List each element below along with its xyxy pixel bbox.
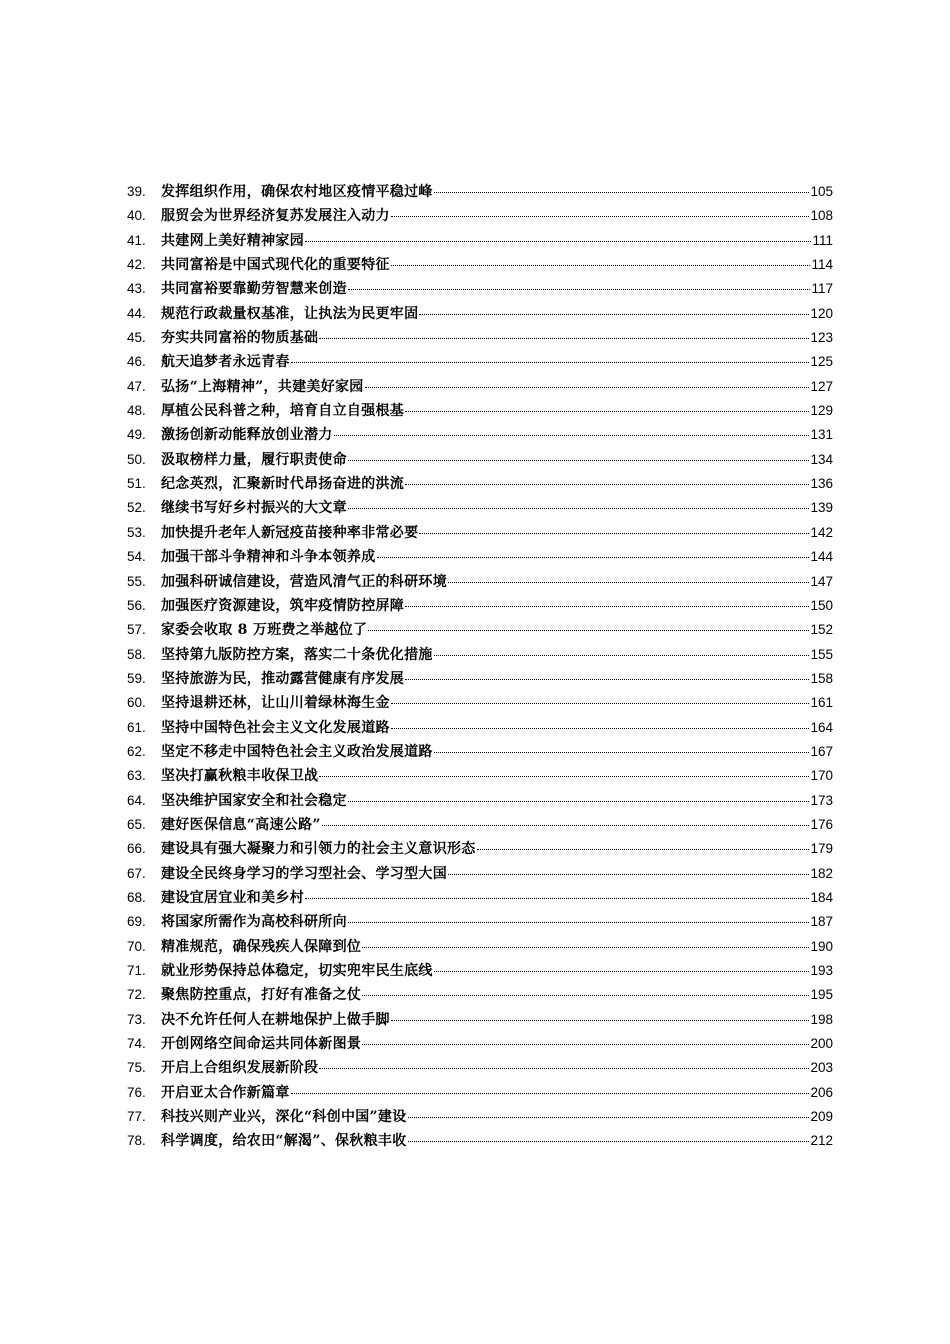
toc-entry[interactable] — [127, 813, 833, 837]
toc-entry-title[interactable]: 共同富裕要靠勤劳智慧来创造 — [161, 281, 347, 298]
toc-dot-leader — [319, 1068, 809, 1069]
toc-entry[interactable] — [127, 691, 833, 715]
toc-entry-title[interactable]: 加强医疗资源建设，筑牢疫情防控屏障 — [161, 597, 405, 614]
toc-entry-page-number[interactable]: 176 — [810, 816, 833, 832]
toc-entry-page-number[interactable]: 203 — [810, 1060, 833, 1076]
toc-entry-title[interactable]: 厚植公民科普之种，培育自立自强根基 — [161, 403, 405, 420]
toc-entry-page-number[interactable]: 209 — [810, 1109, 833, 1125]
toc-dot-leader — [348, 801, 810, 802]
toc-dot-leader — [434, 752, 810, 753]
toc-entry[interactable] — [127, 935, 833, 959]
toc-entry-page-number[interactable]: 136 — [810, 476, 833, 492]
toc-entry-page-number[interactable]: 152 — [810, 622, 833, 638]
toc-entry-title[interactable]: 开启亚太合作新篇章 — [161, 1084, 290, 1101]
toc-entry[interactable] — [127, 521, 833, 545]
toc-entry[interactable] — [127, 789, 833, 813]
toc-entry-number: 46. — [127, 354, 146, 370]
toc-entry-number: 41. — [127, 232, 146, 248]
toc-entry[interactable] — [127, 643, 833, 667]
toc-entry-title[interactable]: 共同富裕是中国式现代化的重要特征 — [161, 257, 390, 274]
toc-entry-title[interactable]: 坚定不移走中国特色社会主义政治发展道路 — [161, 743, 433, 760]
toc-entry-number: 67. — [127, 865, 146, 881]
toc-dot-leader — [391, 703, 810, 704]
toc-entry-number: 60. — [127, 695, 146, 711]
toc-dot-leader — [391, 728, 810, 729]
toc-dot-leader — [348, 508, 810, 509]
toc-entry[interactable] — [127, 740, 833, 764]
toc-entry-number: 71. — [127, 963, 146, 978]
toc-entry-page-number[interactable]: 161 — [810, 695, 833, 711]
toc-entry-page-number[interactable]: 120 — [810, 305, 833, 321]
toc-entry-title[interactable]: 服贸会为世界经济复苏发展注入动力 — [161, 208, 390, 225]
table-of-contents — [127, 180, 833, 1154]
toc-entry[interactable] — [127, 837, 833, 861]
toc-entry-number: 44. — [127, 305, 146, 321]
toc-entry[interactable] — [127, 886, 833, 910]
toc-dot-leader — [362, 1044, 809, 1045]
toc-entry-number: 72. — [127, 987, 146, 1003]
toc-dot-leader — [291, 1093, 810, 1094]
toc-entry[interactable] — [127, 959, 833, 983]
toc-entry-number: 54. — [127, 549, 146, 565]
toc-entry-title[interactable]: 决不允许任何人在耕地保护上做手脚 — [161, 1011, 390, 1028]
toc-entry[interactable] — [127, 302, 833, 326]
toc-entry-number: 51. — [127, 476, 146, 492]
toc-entry[interactable] — [127, 667, 833, 691]
toc-dot-leader — [434, 655, 810, 656]
toc-dot-leader — [408, 1117, 810, 1118]
toc-entry-title[interactable]: 开创网络空间命运共同体新图景 — [161, 1036, 362, 1053]
toc-entry-number: 75. — [127, 1060, 146, 1076]
toc-dot-leader — [405, 484, 809, 485]
toc-dot-leader — [477, 849, 810, 850]
toc-dot-leader — [434, 192, 810, 193]
toc-entry-number: 42. — [127, 257, 146, 273]
toc-entry-number: 40. — [127, 208, 146, 224]
toc-entry-page-number[interactable]: 195 — [810, 987, 833, 1003]
toc-dot-leader — [348, 289, 811, 290]
toc-dot-leader — [365, 387, 810, 388]
toc-entry-number: 53. — [127, 524, 146, 540]
toc-entry-number: 45. — [127, 330, 146, 346]
toc-entry-number: 49. — [127, 427, 146, 443]
toc-dot-leader — [362, 995, 809, 996]
toc-entry[interactable] — [127, 1081, 833, 1105]
toc-dot-leader — [391, 265, 811, 266]
toc-entry-page-number[interactable]: 125 — [810, 354, 833, 370]
toc-entry-number: 73. — [127, 1011, 146, 1027]
toc-entry-title[interactable]: 建设宜居宜业和美乡村 — [161, 889, 304, 906]
toc-entry-number: 78. — [127, 1133, 146, 1149]
toc-entry-number: 58. — [127, 646, 146, 662]
toc-entry[interactable] — [127, 472, 833, 496]
toc-entry-page-number[interactable]: 182 — [810, 865, 833, 881]
toc-entry-page-number[interactable]: 129 — [810, 403, 833, 419]
toc-entry-number: 55. — [127, 573, 146, 589]
toc-entry-page-number[interactable]: 105 — [810, 184, 833, 199]
toc-entry[interactable] — [127, 496, 833, 520]
toc-entry-page-number[interactable]: 142 — [810, 524, 833, 540]
toc-dot-leader — [362, 947, 809, 948]
toc-entry-page-number[interactable]: 111 — [812, 232, 833, 248]
toc-dot-leader — [448, 874, 809, 875]
toc-entry[interactable] — [127, 229, 833, 253]
toc-entry-page-number[interactable]: 200 — [810, 1036, 833, 1052]
toc-entry[interactable] — [127, 423, 833, 447]
toc-entry-title[interactable]: 开启上合组织发展新阶段 — [161, 1060, 319, 1077]
toc-entry-title[interactable]: 精准规范，确保残疾人保障到位 — [161, 938, 362, 955]
toc-entry-number: 57. — [127, 622, 146, 638]
toc-entry-number: 69. — [127, 914, 146, 930]
toc-entry[interactable] — [127, 716, 833, 740]
toc-dot-leader — [305, 241, 811, 242]
toc-dot-leader — [319, 338, 809, 339]
toc-entry-page-number[interactable]: 144 — [810, 549, 833, 565]
toc-entry-number: 74. — [127, 1036, 146, 1052]
toc-entry-page-number[interactable]: 108 — [810, 208, 833, 224]
toc-entry-page-number[interactable]: 212 — [810, 1133, 833, 1149]
toc-entry-title[interactable]: 建好医保信息“高速公路” — [161, 816, 321, 833]
toc-entry-title[interactable]: 建设具有强大凝聚力和引领力的社会主义意识形态 — [161, 841, 476, 858]
toc-entry-page-number[interactable]: 164 — [810, 719, 833, 735]
toc-entry-page-number[interactable]: 173 — [810, 792, 833, 808]
toc-entry-page-number[interactable]: 131 — [810, 427, 833, 443]
toc-entry-number: 48. — [127, 403, 146, 419]
toc-entry-number: 47. — [127, 378, 146, 394]
toc-dot-leader — [368, 630, 809, 631]
toc-entry-page-number[interactable]: 147 — [810, 573, 833, 589]
toc-entry-number: 52. — [127, 500, 146, 516]
toc-entry-number: 56. — [127, 597, 146, 613]
toc-entry-title[interactable]: 就业形势保持总体稳定，切实兜牢民生底线 — [161, 963, 433, 979]
toc-entry-page-number[interactable]: 170 — [810, 768, 833, 784]
toc-dot-leader — [391, 216, 810, 217]
toc-dot-leader — [391, 1020, 810, 1021]
toc-entry-title[interactable]: 将国家所需作为高校科研所向 — [161, 914, 347, 931]
toc-entry-page-number[interactable]: 139 — [810, 500, 833, 516]
toc-entry-number: 63. — [127, 768, 146, 784]
toc-entry-title[interactable]: 弘扬“上海精神”，共建美好家园 — [161, 378, 364, 395]
toc-entry[interactable] — [127, 1105, 833, 1129]
toc-entry[interactable] — [127, 983, 833, 1007]
toc-entry-page-number[interactable]: 179 — [810, 841, 833, 857]
toc-entry-title[interactable]: 加快提升老年人新冠疫苗接种率非常必要 — [161, 524, 419, 541]
toc-entry[interactable] — [127, 375, 833, 399]
toc-entry-title[interactable]: 汲取榜样力量，履行职责使命 — [161, 451, 347, 468]
toc-entry-page-number[interactable]: 114 — [811, 257, 833, 273]
toc-entry-page-number[interactable]: 123 — [810, 330, 833, 346]
toc-dot-leader — [434, 971, 810, 972]
toc-entry[interactable] — [127, 180, 833, 204]
toc-entry-title[interactable]: 共建网上美好精神家园 — [161, 232, 304, 249]
toc-entry[interactable] — [127, 1056, 833, 1080]
toc-entry-title[interactable]: 科学调度，给农田“解渴”、保秋粮丰收 — [161, 1133, 407, 1150]
toc-entry-title[interactable]: 坚持退耕还林，让山川着绿林海生金 — [161, 695, 390, 712]
toc-entry-title[interactable]: 科技兴则产业兴，深化“科创中国”建设 — [161, 1109, 407, 1126]
toc-entry-number: 64. — [127, 792, 146, 808]
toc-dot-leader — [348, 922, 810, 923]
toc-entry[interactable] — [127, 545, 833, 569]
toc-entry-page-number[interactable]: 117 — [811, 281, 833, 297]
toc-entry-number: 61. — [127, 719, 146, 735]
toc-entry-title[interactable]: 加强科研诚信建设，营造风清气正的科研环境 — [161, 573, 447, 590]
toc-entry-number: 50. — [127, 451, 146, 467]
toc-dot-leader — [305, 898, 809, 899]
toc-entry-title[interactable]: 建设全民终身学习的学习型社会、学习型大国 — [161, 865, 447, 882]
toc-entry-title[interactable]: 纪念英烈，汇聚新时代昂扬奋进的洪流 — [161, 476, 405, 493]
toc-dot-leader — [377, 557, 810, 558]
toc-entry-title[interactable]: 继续书写好乡村振兴的大文章 — [161, 500, 347, 517]
toc-entry[interactable] — [127, 1008, 833, 1032]
toc-entry-page-number[interactable]: 167 — [810, 743, 833, 759]
toc-entry-number: 59. — [127, 670, 146, 686]
toc-dot-leader — [322, 825, 810, 826]
toc-entry-title[interactable]: 聚焦防控重点，打好有准备之仗 — [161, 987, 362, 1004]
toc-entry-number: 62. — [127, 743, 146, 759]
toc-entry-title[interactable]: 航天追梦者永远青春 — [161, 354, 290, 371]
toc-entry[interactable] — [127, 618, 833, 642]
toc-entry-number: 66. — [127, 841, 146, 857]
toc-entry-number: 65. — [127, 816, 146, 832]
toc-dot-leader — [419, 314, 809, 315]
toc-dot-leader — [334, 435, 810, 436]
toc-dot-leader — [408, 1141, 810, 1142]
toc-dot-leader — [448, 582, 809, 583]
toc-entry-page-number[interactable]: 150 — [810, 597, 833, 613]
toc-entry[interactable] — [127, 862, 833, 886]
toc-dot-leader — [419, 533, 809, 534]
toc-entry[interactable] — [127, 277, 833, 301]
toc-entry-number: 70. — [127, 938, 146, 954]
toc-entry[interactable] — [127, 764, 833, 788]
toc-entry[interactable] — [127, 326, 833, 350]
toc-entry-title[interactable]: 加强干部斗争精神和斗争本领养成 — [161, 549, 376, 566]
toc-entry[interactable] — [127, 1129, 833, 1153]
toc-entry-title[interactable]: 坚决维护国家安全和社会稳定 — [161, 792, 347, 809]
toc-entry-title[interactable]: 发挥组织作用，确保农村地区疫情平稳过峰 — [161, 184, 433, 200]
toc-dot-leader — [291, 362, 810, 363]
toc-entry-title[interactable]: 家委会收取 8 万班费之举越位了 — [161, 622, 368, 639]
toc-entry-title[interactable]: 坚持旅游为民，推动露营健康有序发展 — [161, 670, 405, 687]
toc-entry-title[interactable]: 坚持中国特色社会主义文化发展道路 — [161, 719, 390, 736]
toc-entry[interactable] — [127, 1032, 833, 1056]
toc-entry-title[interactable]: 坚持第九版防控方案，落实二十条优化措施 — [161, 646, 433, 663]
toc-entry-title[interactable]: 夯实共同富裕的物质基础 — [161, 330, 319, 347]
toc-entry-number: 39. — [127, 184, 146, 199]
toc-entry-number: 68. — [127, 889, 146, 905]
toc-entry-page-number[interactable]: 158 — [810, 670, 833, 686]
toc-entry-number: 43. — [127, 281, 146, 297]
toc-entry[interactable] — [127, 399, 833, 423]
toc-entry[interactable] — [127, 204, 833, 228]
toc-dot-leader — [405, 411, 809, 412]
toc-entry-title[interactable]: 坚决打赢秋粮丰收保卫战 — [161, 768, 319, 785]
toc-entry-page-number[interactable]: 127 — [810, 378, 833, 394]
toc-entry-title[interactable]: 规范行政裁量权基准，让执法为民更牢固 — [161, 305, 419, 322]
toc-entry[interactable] — [127, 253, 833, 277]
toc-entry[interactable] — [127, 594, 833, 618]
toc-entry[interactable] — [127, 448, 833, 472]
toc-entry[interactable] — [127, 570, 833, 594]
toc-entry-page-number[interactable]: 193 — [810, 963, 833, 978]
toc-entry-page-number[interactable]: 190 — [810, 938, 833, 954]
toc-dot-leader — [348, 460, 810, 461]
toc-entry-page-number[interactable]: 134 — [810, 451, 833, 467]
toc-entry-page-number[interactable]: 198 — [810, 1011, 833, 1027]
toc-entry-number: 77. — [127, 1109, 146, 1125]
toc-dot-leader — [405, 679, 809, 680]
toc-entry-number: 76. — [127, 1084, 146, 1100]
toc-entry-title[interactable]: 激扬创新动能释放创业潜力 — [161, 427, 333, 444]
toc-dot-leader — [405, 606, 809, 607]
toc-entry-page-number[interactable]: 206 — [810, 1084, 833, 1100]
toc-entry[interactable] — [127, 910, 833, 934]
toc-dot-leader — [319, 776, 809, 777]
toc-entry-page-number[interactable]: 187 — [810, 914, 833, 930]
toc-entry-page-number[interactable]: 155 — [810, 646, 833, 662]
toc-entry[interactable] — [127, 350, 833, 374]
toc-entry-page-number[interactable]: 184 — [810, 889, 833, 905]
